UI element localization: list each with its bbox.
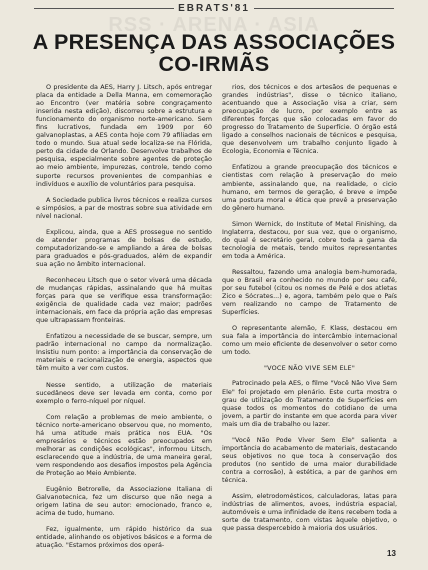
paragraph: "Você Não Pode Viver Sem Ele" salienta a importância do acabamento de materiais, destacando seus objetivos no que toca à conservação dos produtos (no sentido de uma maior durabilidade contra a corrosão), à estética, a par de ganhos em técnica. bbox=[222, 435, 397, 484]
running-title: EBRATS'81 bbox=[174, 3, 254, 14]
bleed-through-text: RSS · ARENA · ASIA bbox=[108, 14, 320, 36]
page-number: 13 bbox=[387, 549, 396, 558]
paragraph: rios, dos técnicos e dos artesãos de pequenas e grandes indústrias", disse o técnico italiano, acentuando que a Associação visa a criar, sem preocupação de lucro, por exemplo entre as diferentes forças que são colocadas em favor do progresso do Tratamento de Superfície. O órgão está ligado a conselhos nacionais de técnicos e pesquisa, que desenvolvem um trabalho conjunto ligado à Ecologia, Economia e Técnica. bbox=[222, 83, 397, 156]
running-header bbox=[0, 3, 428, 14]
article-title-line-1: A PRESENÇA DAS ASSOCIAÇÕES bbox=[32, 30, 396, 54]
paragraph: A Sociedade publica livros técnicos e realiza cursos e simpósios, a par de mostras sobre sua atividade em nível nacional. bbox=[36, 195, 212, 220]
paragraph: Reconheceu Litsch que o setor viverá uma década de mudanças rápidas, assinalando que há muitas forças para que se verifique essa transformação: exigência de qualidade cada vez maior; padrões internacionais, em face da própria ação das empresas que ultrapassam fronteiras. bbox=[36, 275, 212, 325]
paragraph: Fez, igualmente, um rápido histórico da sua entidade, alinhando os objetivos básicos e a forma de atuação. "Estamos próximos dos operá- bbox=[36, 525, 212, 550]
paragraph: Simon Wernick, do Institute of Metal Finishing, da Inglaterra, destacou, por sua vez, que o organismo, do qual é secretário geral, cobre toda a gama da tecnologia de metais, tendo muitos representantes em toda a América. bbox=[222, 219, 397, 260]
paragraph: Nesse sentido, a utilização de materiais sucedâneos deve ser levada em conta, como por exemplo o ferro-níquel por níquel. bbox=[36, 380, 212, 405]
paragraph: Assim, eletrodomésticos, calculadoras, latas para indústrias de alimentos, avoes, indústria espacial, automóveis e uma infinidade de itens recebem toda a sorte de tratamento, com vistas àquele objetivo, o que passa despercebido à maioria dos usuários. bbox=[222, 492, 397, 533]
paragraph: Ressaltou, fazendo uma analogia bem-humorada, que o Brasil era conhecido no mundo por seu café, por seu futebol (citou os nomes de Pelé e dos atletas Zico e Sócrates...) e, agora, também pelo que o País vem realizando no campo de Tratamento de Superfícies. bbox=[222, 267, 397, 317]
section-subheading: "VOCE NÃO VIVE SEM ELE" bbox=[263, 364, 355, 373]
paragraph: Patrocinado pela AES, o filme "Você Não Vive Sem Ele" foi projetado em plenário. Este curta mostra o grau de utilização do Tratamento de Superfícies em quase todos os momentos do cotidiano de uma jovem, a partir do instante em que acorda para viver mais um dia de trabalho ou lazer. bbox=[222, 379, 397, 428]
paragraph: Enfatizou a necessidade de se buscar, sempre, um padrão internacional no campo da normalização. Insistiu num ponto: a importância da conservação de materiais e racionalização de energia, aspectos que têm muito a ver com custos. bbox=[36, 332, 212, 373]
article-title-line-2: CO-IRMÃS bbox=[158, 52, 270, 76]
right-column bbox=[222, 83, 397, 532]
left-column bbox=[36, 83, 212, 549]
paragraph: O presidente da AES, Harry J. Litsch, após entregar placa da entidade a Della Manna, em comemoração ao Encontro (ver matéria sobre congraçamento inserida nesta edição), discorreu sobre a estrutura e funcionamento do organismo norte-americano. Sem fins lucrativos, fundada em 1909 por 60 galvanoplastas, a AES conta hoje com 79 afiliadas em todo o mundo. Sua atual sede localiza-se na Flórida, perto da cidade de Orlando. Desenvolve trabalhos de pesquisa, especialmente sobre agentes de proteção ao meio ambiente, impurezas, controle, tendo como suporte recursos provenientes de companhias e indivíduos e auxílio de voluntários para pesquisa. bbox=[36, 83, 212, 188]
paragraph: Com relação a problemas de meio ambiente, o técnico norte-americano observou que, no momento, há uma atitude mais prática nos EUA. "Os empresários e técnicos estão preocupados em melhorar as condições ecológicas", informou Litsch, esclarecendo que a indústria, de uma maneira geral, vem respondendo aos desafios impostos pela Agência de Proteção ao Meio Ambiente. bbox=[36, 412, 212, 477]
paragraph: Enfatizou a grande preocupação dos técnicos e cientistas com relação à preservação do meio ambiente, assinalando que, na realidade, o cicio humano, em termos de geração, é breve e impõe uma postura moral e ética que prevê a preservação do gênero humano. bbox=[222, 163, 397, 212]
paragraph: O representante alemão, F. Klass, destacou em sua fala a importância do intercâmbio internacional como um meio eficiente de desenvolver o setor como um todo. bbox=[222, 324, 397, 357]
paragraph: Eugênio Betrorelle, da Associazione Italiana di Galvanotecnica, fez um discurso que não nega a origem latina de seu autor: emocionado, franco e, acima de tudo, humano. bbox=[36, 485, 212, 518]
paragraph: Explicou, ainda, que a AES prossegue no sentido de atender programas de bolsas de estudo, computadorizando-se e ampliando a área de bolsas para graduados e pós-graduados, além de expandir sua ação no âmbito internacional. bbox=[36, 227, 212, 268]
